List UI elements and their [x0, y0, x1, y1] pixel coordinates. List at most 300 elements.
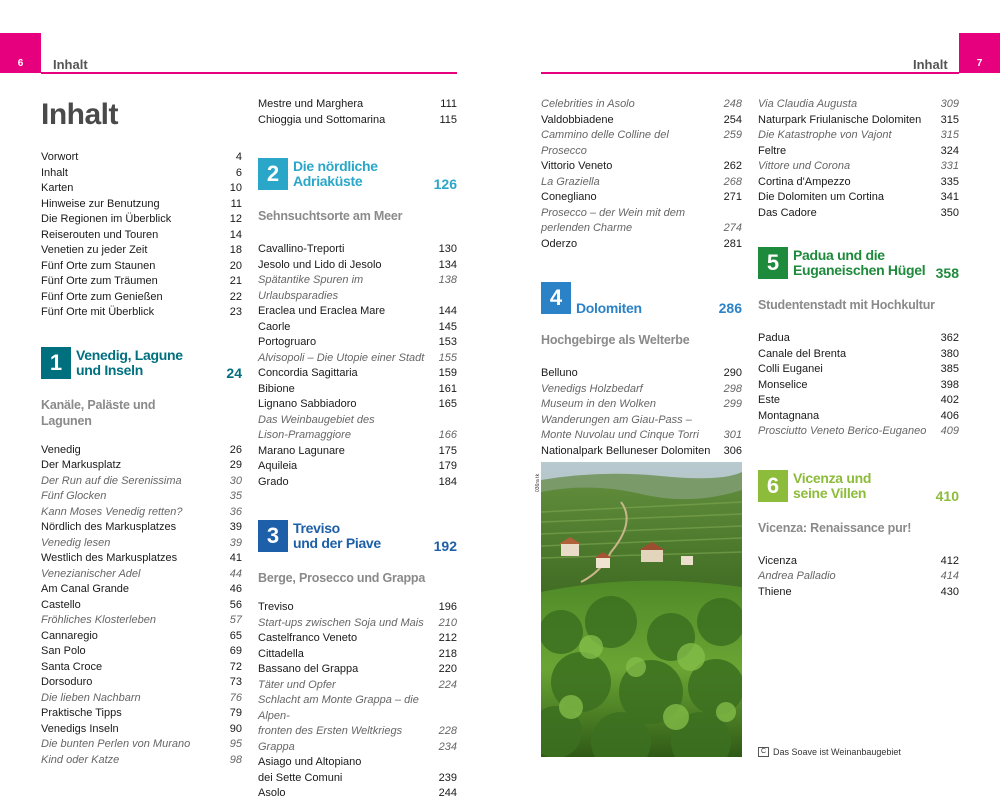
toc-entry-page: 196: [438, 601, 457, 613]
toc-entry[interactable]: [541, 128, 742, 159]
toc-entry-title: Die Dolomiten um Cortina: [758, 191, 884, 203]
toc-entry[interactable]: [258, 258, 457, 274]
toc-entry-title: Fünf Orte zum Staunen: [41, 259, 156, 272]
toc-entry-title: Grado: [258, 475, 289, 488]
toc-entry-page: 175: [438, 444, 457, 457]
toc-entry[interactable]: [258, 351, 457, 367]
toc-entry[interactable]: [758, 206, 959, 222]
toc-entry[interactable]: [41, 675, 242, 691]
chapter-5-heading[interactable]: [758, 245, 959, 281]
toc-entry[interactable]: [758, 190, 959, 206]
photo-caption-text: Das Soave ist Weinanbaugebiet: [773, 747, 901, 757]
toc-entry-title: Treviso: [258, 601, 294, 613]
toc-entry[interactable]: [758, 347, 959, 363]
toc-entry[interactable]: [541, 444, 742, 460]
toc-entry[interactable]: [41, 458, 242, 474]
toc-entry-title: Prosecco – der Wein mit dem: [541, 206, 686, 219]
chapter-4-title: [576, 301, 719, 316]
toc-entry[interactable]: [541, 382, 742, 398]
toc-entry-title: Marano Lagunare: [258, 444, 345, 457]
toc-chapter-1-continued: [258, 97, 457, 128]
toc-entry-page: 145: [438, 320, 457, 333]
chapter-3-page: 192: [433, 538, 457, 554]
toc-entry[interactable]: [258, 320, 457, 336]
toc-entry-page: 22: [229, 290, 242, 303]
toc-entry[interactable]: [258, 616, 457, 632]
toc-entry-title: Celebrities in Asolo: [541, 98, 635, 110]
toc-entry[interactable]: [541, 97, 742, 113]
chapter-2-page: 126: [433, 176, 457, 192]
toc-entry-page: 10: [229, 182, 242, 194]
toc-entry-page: 153: [438, 336, 457, 348]
toc-entry[interactable]: [541, 175, 742, 191]
toc-entry[interactable]: [758, 393, 959, 409]
vineyard-illustration: [541, 462, 742, 757]
toc-entry-title: Padua: [758, 332, 790, 344]
toc-entry-page: 315: [940, 129, 959, 141]
chapter-1-subtitle: [41, 397, 242, 429]
toc-entry[interactable]: [258, 740, 457, 756]
toc-entry-page: 98: [229, 753, 242, 766]
toc-entry-page: 39: [229, 536, 242, 549]
toc-entry[interactable]: [258, 662, 457, 678]
toc-entry[interactable]: [41, 259, 242, 275]
toc-entry-page: 14: [229, 228, 242, 241]
chapter-1-heading[interactable]: [41, 345, 242, 381]
toc-entry-title: Feltre: [758, 144, 787, 157]
toc-entry[interactable]: [541, 159, 742, 175]
toc-entry-title: Nationalpark Belluneser Dolomiten: [541, 444, 711, 457]
chapter-5-number: 5: [758, 247, 788, 279]
toc-entry[interactable]: [41, 197, 242, 213]
toc-entry[interactable]: [41, 274, 242, 290]
toc-entry[interactable]: [758, 144, 959, 160]
toc-entry-page: 115: [439, 113, 457, 126]
toc-entry-page: 21: [229, 275, 242, 287]
chapter-3-title: [293, 521, 434, 551]
toc-entry[interactable]: [258, 97, 457, 113]
chapter-5-title: [793, 248, 936, 278]
toc-entry-page: 430: [940, 585, 959, 598]
toc-entry-page: 155: [438, 351, 457, 364]
toc-entry-title: perlenden Charme: [541, 222, 633, 234]
toc-entry[interactable]: [41, 551, 242, 567]
toc-entry-title: Fünf Glocken: [41, 490, 107, 502]
right-running-head: Inhalt: [913, 57, 948, 72]
toc-entry[interactable]: [41, 613, 242, 629]
toc-entry-page: 324: [940, 144, 959, 157]
toc-entry[interactable]: [41, 753, 242, 769]
toc-entry-page: 72: [229, 660, 242, 673]
toc-entry[interactable]: [758, 113, 959, 129]
toc-entry-page: 134: [438, 258, 457, 271]
toc-entry-page: 239: [438, 771, 457, 784]
chapter-3-subtitle: Berge, Prosecco und Grappa: [258, 571, 426, 585]
toc-entry-page: 18: [229, 244, 242, 256]
toc-entry-title: Venedig lesen: [41, 536, 111, 549]
toc-entry[interactable]: [758, 569, 959, 585]
toc-entry-title: Mestre und Marghera: [258, 98, 364, 110]
chapter-4-heading[interactable]: [541, 280, 742, 316]
toc-entry-title: Venedigs Inseln: [41, 722, 119, 735]
toc-entry-page: 6: [235, 166, 242, 179]
toc-entry[interactable]: [258, 335, 457, 351]
toc-entry[interactable]: [758, 159, 959, 175]
toc-entry[interactable]: [41, 629, 242, 645]
toc-entry-title: Die bunten Perlen von Murano: [41, 738, 191, 750]
toc-entry-title: Venezianischer Adel: [41, 567, 141, 580]
toc-entry[interactable]: [258, 113, 457, 129]
toc-entry-title: Kind oder Katze: [41, 753, 120, 766]
toc-chapter-5: [758, 331, 959, 440]
toc-entry-title: Inhalt: [41, 166, 68, 179]
toc-entry-title: Monselice: [758, 378, 808, 391]
toc-entry-title: San Polo: [41, 645, 86, 657]
toc-entry-title: Canale del Brenta: [758, 347, 847, 360]
chapter-5-title-line2: Euganeischen Hügel: [793, 262, 926, 278]
toc-entry-page: 218: [438, 647, 457, 660]
toc-entry-page: 301: [723, 429, 742, 441]
toc-entry-page: 244: [438, 787, 457, 799]
toc-entry[interactable]: [41, 228, 242, 244]
toc-entry-title: Castelfranco Veneto: [258, 632, 358, 644]
toc-entry-page: 262: [723, 160, 742, 172]
toc-entry[interactable]: [41, 598, 242, 614]
toc-entry[interactable]: [41, 290, 242, 306]
toc-chapter-4: [541, 366, 742, 459]
toc-entry-title: Asolo: [258, 787, 286, 799]
toc-entry-page: 306: [723, 444, 742, 457]
toc-entry[interactable]: [41, 443, 242, 459]
toc-entry-page: 414: [940, 570, 959, 582]
chapter-6-heading[interactable]: [758, 468, 959, 504]
toc-entry-title: Conegliano: [541, 191, 597, 203]
toc-entry-title: Montagnana: [758, 409, 820, 422]
toc-entry[interactable]: [258, 693, 457, 724]
toc-entry-title: fronten des Ersten Weltkriegs: [258, 725, 403, 737]
chapter-6-title-line1: Vicenza und: [793, 469, 872, 486]
toc-entry[interactable]: [258, 382, 457, 398]
chapter-4-number: 4: [541, 282, 571, 314]
toc-entry[interactable]: [758, 331, 959, 347]
toc-entry-title: Vicenza: [758, 554, 797, 567]
toc-entry-title: Bibione: [258, 382, 295, 395]
column-2: [258, 97, 457, 800]
toc-entry[interactable]: [541, 113, 742, 129]
toc-entry-page: 26: [229, 443, 242, 456]
toc-entry-title: Cannaregio: [41, 629, 98, 642]
toc-entry-title: Am Canal Grande: [41, 583, 130, 595]
toc-entry-title: Monte Nuvolau und Cinque Torri: [541, 429, 699, 441]
toc-entry-title: Vittore und Corona: [758, 160, 851, 172]
chapter-4-title-line1: Dolomiten: [576, 300, 642, 316]
left-running-head: Inhalt: [53, 57, 88, 72]
right-page-number: 7: [976, 58, 983, 69]
toc-entry-title: Oderzo: [541, 237, 578, 250]
toc-chapter-4-continued: [758, 97, 959, 221]
toc-entry-title: Thiene: [758, 585, 792, 598]
toc-entry-page: 271: [723, 191, 742, 203]
toc-entry-title: Nördlich des Markusplatzes: [41, 521, 177, 533]
toc-entry-title: Das Weinbaugebiet des: [258, 413, 375, 426]
toc-entry[interactable]: [541, 221, 742, 237]
chapter-1-subtitle-line2: Lagunen: [41, 413, 92, 428]
toc-entry[interactable]: [258, 631, 457, 647]
chapter-6-title: [793, 471, 936, 501]
toc-entry[interactable]: [541, 413, 742, 429]
chapter-6-number: 6: [758, 470, 788, 502]
toc-entry-page: 234: [438, 740, 457, 753]
chapter-3-number: 3: [258, 520, 288, 552]
chapter-6-subtitle: Vicenza: Renaissance pur!: [758, 520, 912, 535]
toc-entry-title: Fünf Orte zum Genießen: [41, 290, 163, 303]
toc-entry-page: 179: [438, 460, 457, 472]
toc-entry[interactable]: [258, 600, 457, 616]
toc-entry-page: 56: [229, 598, 242, 611]
toc-entry[interactable]: [758, 409, 959, 425]
toc-entry[interactable]: [758, 362, 959, 378]
toc-entry-page: 23: [229, 306, 242, 318]
toc-entry[interactable]: [258, 273, 457, 304]
chapter-5-subtitle: Studentenstadt mit Hochkultur: [758, 298, 935, 312]
toc-entry[interactable]: [258, 771, 457, 787]
toc-chapter-3: [258, 600, 457, 800]
toc-entry[interactable]: [541, 237, 742, 253]
toc-entry[interactable]: [41, 706, 242, 722]
toc-entry-title: Lison-Pramaggiore: [258, 429, 351, 441]
toc-entry-title: Andrea Palladio: [758, 570, 836, 582]
toc-entry-title: Reiserouten und Touren: [41, 228, 159, 241]
toc-entry[interactable]: [258, 724, 457, 740]
toc-entry[interactable]: [758, 378, 959, 394]
chapter-1-title-line1: Venedig, Lagune: [76, 346, 183, 363]
toc-entry-page: 11: [230, 197, 242, 210]
toc-entry-page: 161: [438, 382, 457, 395]
right-header-rule: [541, 72, 959, 74]
toc-entry-title: Belluno: [541, 367, 578, 379]
toc-entry-page: 46: [229, 583, 242, 595]
toc-entry[interactable]: [41, 150, 242, 166]
toc-entry-page: 95: [229, 738, 242, 750]
toc-entry-page: 350: [940, 206, 959, 219]
toc-entry-page: 76: [229, 691, 242, 704]
toc-entry[interactable]: [258, 459, 457, 475]
toc-entry[interactable]: [41, 691, 242, 707]
toc-entry[interactable]: [41, 166, 242, 182]
toc-entry[interactable]: [758, 128, 959, 144]
toc-entry[interactable]: [258, 428, 457, 444]
chapter-1-title-line2: und Inseln: [76, 361, 144, 378]
toc-entry-page: 39: [229, 521, 242, 533]
toc-entry-title: La Graziella: [541, 175, 600, 188]
toc-entry[interactable]: [258, 647, 457, 663]
toc-entry-page: 409: [940, 425, 959, 437]
toc-entry-title: Venetien zu jeder Zeit: [41, 244, 148, 256]
toc-entry-page: 159: [438, 367, 457, 379]
left-page-number-tab: [0, 33, 41, 73]
vineyard-photo: [541, 462, 742, 757]
chapter-2-heading[interactable]: [258, 156, 457, 192]
toc-entry-page: 90: [229, 722, 242, 735]
toc-entry-page: 79: [229, 707, 242, 719]
toc-entry-title: Venedigs Holzbedarf: [541, 382, 643, 395]
toc-entry[interactable]: [41, 722, 242, 738]
toc-entry-title: Grappa: [258, 740, 295, 753]
chapter-2-title-line2: Adriaküste: [293, 173, 363, 189]
toc-entry-title: Colli Euganei: [758, 363, 823, 375]
toc-entry-title: Cortina d'Ampezzo: [758, 175, 851, 188]
toc-entry[interactable]: [258, 755, 457, 771]
toc-entry-page: 41: [229, 552, 242, 564]
toc-entry[interactable]: [41, 474, 242, 490]
toc-entry-title: Vittorio Veneto: [541, 160, 613, 172]
toc-entry-page: 130: [438, 243, 457, 255]
toc-entry[interactable]: [41, 567, 242, 583]
toc-entry[interactable]: [541, 206, 742, 222]
toc-entry-title: Via Claudia Augusta: [758, 98, 858, 110]
toc-entry-title: Die Katastrophe von Vajont: [758, 129, 892, 141]
toc-entry-title: Westlich des Markusplatzes: [41, 552, 178, 564]
toc-entry-title: Caorle: [258, 320, 291, 333]
toc-entry-title: Jesolo und Lido di Jesolo: [258, 258, 382, 271]
toc-entry-title: Der Markusplatz: [41, 459, 122, 471]
toc-entry[interactable]: [41, 582, 242, 598]
toc-entry[interactable]: [41, 505, 242, 521]
toc-entry[interactable]: [41, 212, 242, 228]
left-header-rule: [41, 72, 457, 74]
toc-entry-page: 412: [940, 554, 959, 567]
toc-entry-page: 274: [723, 222, 742, 234]
column-1: [41, 96, 242, 768]
toc-entry-title: Valdobbiadene: [541, 113, 614, 126]
toc-entry-page: 65: [229, 629, 242, 642]
toc-entry-title: Venedig: [41, 443, 81, 456]
column-4: [758, 97, 959, 600]
chapter-4-page: 286: [718, 300, 742, 316]
toc-entry-page: 254: [723, 113, 742, 126]
toc-entry[interactable]: [258, 304, 457, 320]
toc-entry-title: Wanderungen am Giau-Pass –: [541, 413, 692, 426]
toc-entry-page: 35: [229, 490, 242, 502]
toc-entry[interactable]: [258, 786, 457, 800]
toc-entry-title: Das Cadore: [758, 206, 817, 219]
toc-entry[interactable]: [41, 305, 242, 321]
toc-entry-title: Kann Moses Venedig retten?: [41, 505, 183, 518]
toc-entry-title: Cammino delle Colline del Prosecco: [541, 129, 669, 157]
chapter-2-title-line1: Die nördliche: [293, 158, 378, 174]
toc-entry-page: 12: [229, 213, 242, 225]
chapter-2-number: 2: [258, 158, 288, 190]
toc-entry[interactable]: [541, 397, 742, 413]
toc-entry[interactable]: [758, 424, 959, 440]
toc-entry-title: Cittadella: [258, 647, 304, 660]
toc-entry[interactable]: [758, 175, 959, 191]
toc-entry[interactable]: [41, 644, 242, 660]
chapter-2-subtitle: Sehnsuchtsorte am Meer: [258, 209, 403, 223]
toc-chapter-2: [258, 242, 457, 490]
toc-entry-page: 259: [723, 129, 742, 141]
toc-entry-page: 57: [229, 614, 242, 626]
toc-entry[interactable]: [41, 489, 242, 505]
chapter-2-title: [293, 159, 434, 189]
toc-entry-page: 210: [438, 616, 457, 629]
toc-entry-title: dei Sette Comuni: [258, 771, 343, 784]
toc-entry-page: 341: [940, 191, 959, 203]
toc-entry-title: Täter und Opfer: [258, 678, 336, 691]
toc-entry-page: 380: [940, 347, 959, 360]
toc-entry-title: Eraclea und Eraclea Mare: [258, 305, 386, 317]
toc-entry-page: 220: [438, 663, 457, 675]
toc-entry-title: Este: [758, 394, 781, 406]
toc-entry-title: Castello: [41, 598, 81, 611]
toc-entry[interactable]: [258, 397, 457, 413]
toc-entry-page: 398: [940, 378, 959, 391]
toc-entry-page: 184: [438, 475, 457, 488]
toc-entry[interactable]: [41, 181, 242, 197]
column-3: [541, 97, 742, 459]
toc-entry-title: Aquileia: [258, 460, 298, 472]
toc-entry-title: Chioggia und Sottomarina: [258, 113, 386, 126]
toc-entry-title: Vorwort: [41, 151, 79, 163]
toc-entry-page: 212: [438, 632, 457, 644]
toc-entry[interactable]: [41, 737, 242, 753]
chapter-3-heading[interactable]: [258, 518, 457, 554]
toc-entry-title: Asiago und Altopiano: [258, 756, 362, 768]
toc-entry[interactable]: [541, 366, 742, 382]
toc-entry[interactable]: [41, 660, 242, 676]
toc-entry-title: Hinweise zur Benutzung: [41, 197, 160, 210]
toc-chapter-3-continued: [541, 97, 742, 252]
right-page-number-tab: [959, 33, 1000, 73]
toc-entry-title: Bassano del Grappa: [258, 663, 359, 675]
toc-entry-title: Fünf Orte zum Träumen: [41, 275, 158, 287]
toc-entry[interactable]: [258, 444, 457, 460]
toc-entry-title: Lignano Sabbiadoro: [258, 398, 357, 410]
chapter-3-title-line1: Treviso: [293, 520, 340, 536]
toc-entry[interactable]: [258, 413, 457, 429]
toc-entry[interactable]: [41, 536, 242, 552]
toc-entry[interactable]: [41, 243, 242, 259]
toc-entry[interactable]: [258, 475, 457, 491]
toc-entry-title: Prosciutto Veneto Berico-Euganeo: [758, 425, 927, 437]
toc-entry[interactable]: [758, 554, 959, 570]
toc-entry-title: Die lieben Nachbarn: [41, 691, 141, 704]
toc-entry[interactable]: [258, 242, 457, 258]
toc-entry-page: 309: [940, 98, 959, 110]
toc-entry-title: Schlacht am Monte Grappa – die Alpen-: [258, 694, 419, 722]
toc-entry-title: Portogruaro: [258, 336, 317, 348]
toc-entry-title: Start-ups zwischen Soja und Mais: [258, 616, 424, 629]
toc-entry-page: 281: [723, 237, 742, 250]
toc-entry[interactable]: [758, 585, 959, 601]
toc-entry-title: Alvisopoli – Die Utopie einer Stadt: [258, 351, 425, 364]
toc-entry[interactable]: [258, 366, 457, 382]
toc-entry[interactable]: [41, 520, 242, 536]
toc-entry-title: Concordia Sagittaria: [258, 367, 358, 379]
toc-entry[interactable]: [541, 428, 742, 444]
photo-credit: 036ra tk: [535, 473, 541, 492]
chapter-6-page: 410: [935, 487, 959, 504]
page-title: Inhalt: [41, 98, 118, 131]
toc-entry-page: 299: [723, 398, 742, 410]
chapter-1-number: 1: [41, 347, 71, 379]
toc-entry-page: 166: [438, 429, 457, 441]
toc-entry[interactable]: [758, 97, 959, 113]
toc-entry[interactable]: [541, 190, 742, 206]
toc-entry-page: 335: [940, 175, 959, 188]
toc-entry[interactable]: [258, 678, 457, 694]
toc-chapter-6: [758, 554, 959, 601]
